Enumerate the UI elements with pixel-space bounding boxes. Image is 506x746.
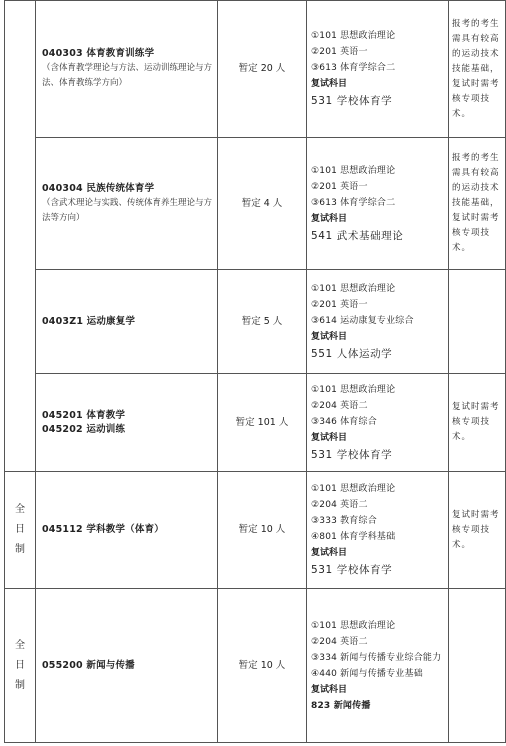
major-cell: [36, 472, 218, 589]
table-row: [5, 589, 506, 743]
category-cell: [5, 1, 36, 472]
exam-subject: ②201 英语一: [311, 47, 368, 57]
category-cell: [5, 589, 36, 743]
exam-subject: ④801 体育学科基础: [311, 532, 396, 542]
note-text: 报考的考生需具有较高的运动技术技能基础，复试时需考核专项技术。: [452, 18, 500, 119]
exam-subject: ③334 新闻与传播专业综合能力: [311, 652, 442, 663]
plan-cell: 暂定 4 人: [218, 138, 307, 270]
table-row: [5, 138, 506, 270]
table-row: [5, 374, 506, 472]
exam-subject: ②204 英语二: [311, 636, 368, 647]
category-cell: [5, 472, 36, 589]
retest-label: 复试科目: [311, 331, 348, 342]
note-cell: [449, 138, 506, 270]
exam-cell: [307, 138, 449, 270]
retest-subject: 531 学校体育学: [311, 95, 393, 107]
major-name: 040304 民族传统体育学: [42, 182, 155, 194]
major-cell: [36, 1, 218, 138]
note-text: 复试时需考核专项技术。: [452, 402, 500, 442]
note-cell: [449, 270, 506, 374]
exam-cell: [307, 270, 449, 374]
major-name: 045202 运动训练: [42, 423, 126, 435]
retest-label: 复试科目: [311, 79, 348, 89]
exam-subject: ①101 思想政治理论: [311, 484, 396, 494]
note-cell: [449, 472, 506, 589]
major-cell: [36, 589, 218, 743]
exam-subject: ①101 思想政治理论: [311, 620, 396, 631]
exam-subject: ②201 英语一: [311, 299, 368, 310]
retest-subject: 531 学校体育学: [311, 564, 393, 576]
exam-subject: ③613 体育学综合二: [311, 63, 396, 73]
exam-cell: [307, 1, 449, 138]
major-name: 055200 新闻与传播: [42, 659, 135, 671]
exam-subject: ①101 思想政治理论: [311, 165, 396, 176]
table-row: [5, 472, 506, 589]
exam-subject: ③333 教育综合: [311, 516, 377, 526]
exam-subject: ③613 体育学综合二: [311, 197, 396, 208]
note-text: 复试时需考核专项技术。: [452, 509, 500, 550]
plan-cell: 暂定 5 人: [218, 270, 307, 374]
exam-subject: ①101 思想政治理论: [311, 384, 396, 395]
exam-subject: ②204 英语二: [311, 400, 368, 411]
plan-cell: 暂定 20 人: [218, 1, 307, 138]
exam-subject: ①101 思想政治理论: [311, 31, 396, 41]
exam-subject: ②201 英语一: [311, 181, 368, 192]
retest-subject: 541 武术基础理论: [311, 229, 404, 242]
retest-subject: 823 新闻传播: [311, 700, 371, 711]
exam-subject: ③614 运动康复专业综合: [311, 315, 414, 326]
plan-cell: 暂定 10 人: [218, 472, 307, 589]
note-cell: [449, 374, 506, 472]
category-label: 全日制: [15, 504, 25, 555]
retest-label: 复试科目: [311, 213, 348, 224]
major-cell: [36, 270, 218, 374]
retest-subject: 551 人体运动学: [311, 347, 393, 360]
note-cell: [449, 589, 506, 743]
exam-subject: ④440 新闻与传播专业基础: [311, 668, 423, 679]
major-cell: [36, 374, 218, 472]
major-name: 045112 学科教学（体育）: [42, 524, 164, 535]
major-direction: （含武术理论与实践、传统体育养生理论与方法等方向）: [42, 197, 213, 223]
retest-subject: 531 学校体育学: [311, 448, 393, 461]
table-row: [5, 1, 506, 138]
admissions-table: [4, 0, 506, 743]
major-cell: [36, 138, 218, 270]
major-name: 045201 体育教学: [42, 409, 126, 421]
exam-cell: [307, 589, 449, 743]
retest-label: 复试科目: [311, 548, 348, 558]
exam-cell: [307, 374, 449, 472]
major-direction: （含体育教学理论与方法、运动训练理论与方法、体育教练学方向）: [42, 63, 213, 88]
major-name: 0403Z1 运动康复学: [42, 315, 136, 327]
category-label: 全日制: [15, 639, 25, 691]
note-text: 报考的考生需具有较高的运动技术技能基础，复试时需考核专项技术。: [452, 153, 500, 253]
plan-cell: 暂定 101 人: [218, 374, 307, 472]
plan-cell: 暂定 10 人: [218, 589, 307, 743]
retest-label: 复试科目: [311, 684, 348, 695]
retest-label: 复试科目: [311, 432, 348, 443]
note-cell: [449, 1, 506, 138]
exam-cell: [307, 472, 449, 589]
exam-subject: ②204 英语二: [311, 500, 368, 510]
exam-subject: ①101 思想政治理论: [311, 283, 396, 294]
exam-subject: ③346 体育综合: [311, 416, 377, 427]
major-name: 040303 体育教育训练学: [42, 48, 155, 59]
table-row: [5, 270, 506, 374]
